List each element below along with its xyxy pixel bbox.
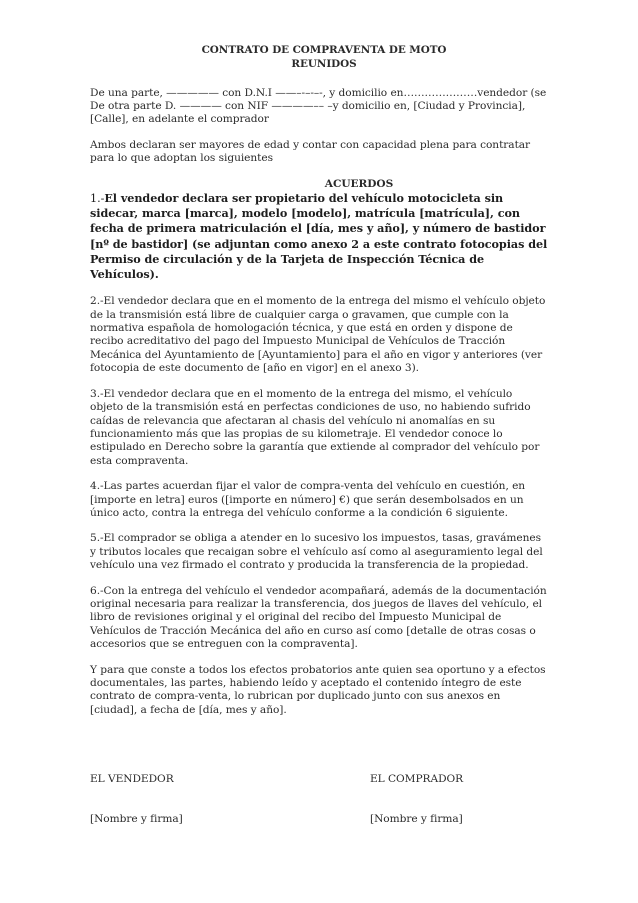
clause-1-number: 1.- [90,192,105,206]
clause-1 [90,191,548,282]
document-subtitle: REUNIDOS [291,57,357,70]
signature-names [90,813,548,826]
clause-5: 5.-El comprador se obliga a atender en lo sucesivo los impuestos, tasas, gravámenes y tributos locales que recaigan sobre el vehículo así como al aseguramiento legal del vehículo una vez firmado el contrato y producida la transferencia de la propiedad. [90,532,543,572]
buyer-label: EL COMPRADOR [370,773,464,786]
clause-4: 4.-Las partes acuerdan fijar el valor de compra-venta del vehículo en cuestión, en [importe en letra] euros ([importe en número] €) que serán desembolsados en un único acto, contra la entrega del vehículo conforme a la condición 6 siguiente. [90,480,526,519]
parties-paragraph: De una parte, ————— con D.N.I ——–-–-–-, y domicilio en…………………vendedor (se De otra parte D. ———— con NIF ————–– –y domicilio en, [Ciudad y Provincia], [Calle], en adelante el comprador [90,86,547,126]
signature-block [90,773,548,826]
clause-6: 6.-Con la entrega del vehículo el vendedor acompañará, además de la documentación original necesaria para realizar la transferencia, dos juegos de llaves del vehículo, el libro de revisiones original y el original del recibo del Impuesto Municipal de Vehículos de Tracción Mecánica del año en curso así como [detalle de otras cosas o accesorios que se entreguen con la compraventa]. [90,584,547,651]
clause-3: 3.-El vendedor declara que en el momento de la entrega del mismo, el vehículo objeto de la transmisión está en perfectas condiciones de uso, no habiendo sufrido caídas de relevancia que afectaran al chasis del vehículo ni anomalías en su funcionamiento más que las propias de su kilometraje. El vendedor conoce lo estipulado en Derecho sobre la garantía que extiende al comprador del vehículo por esta compraventa. [90,387,540,467]
capacity-paragraph: Ambos declaran ser mayores de edad y contar con capacidad plena para contratar para lo que adoptan los siguientes [90,138,531,165]
clause-1-text: El vendedor declara ser propietario del vehículo motocicleta sin sidecar, marca [marca], modelo [modelo], matrícula [matrícula], con fecha de primera matriculación el [día, mes y año], y número de bastidor [nº de bastidor] (se adjuntan como anexo 2 a este contrato fotocopias del Permiso de circulación y de la Tarjeta de Inspección Técnica de Vehículos). [90,191,548,282]
signature-labels [90,773,548,786]
seller-sign-line: [Nombre y firma] [90,812,183,825]
clause-2: 2.-El vendedor declara que en el momento de la entrega del mismo el vehículo objeto de la transmisión está libre de cualquier carga o gravamen, que cumple con la normativa española de homologación técnica, y que está en orden y dispone de recibo acreditativo del pago del Impuesto Municipal de Vehículos de Tracción Mecánica del Ayuntamiento de [Ayuntamiento] para el año en vigor y anteriores (ver fotocopia de este documento de [año en vigor] en el anexo 3). [90,295,546,375]
closing-paragraph: Y para que conste a todos los efectos probatorios ante quien sea oportuno y a efectos documentales, las partes, habiendo leído y aceptado el contenido íntegro de este contrato de compra-venta, lo rubrican por duplicado junto con sus anexos en [ciudad], a fecha de [día, mes y año]. [90,663,546,716]
buyer-sign-line: [Nombre y firma] [370,812,463,825]
acuerdos-heading: ACUERDOS [324,177,394,190]
document-title: CONTRATO DE COMPRAVENTA DE MOTO [201,44,447,56]
seller-label: EL VENDEDOR [90,773,174,786]
